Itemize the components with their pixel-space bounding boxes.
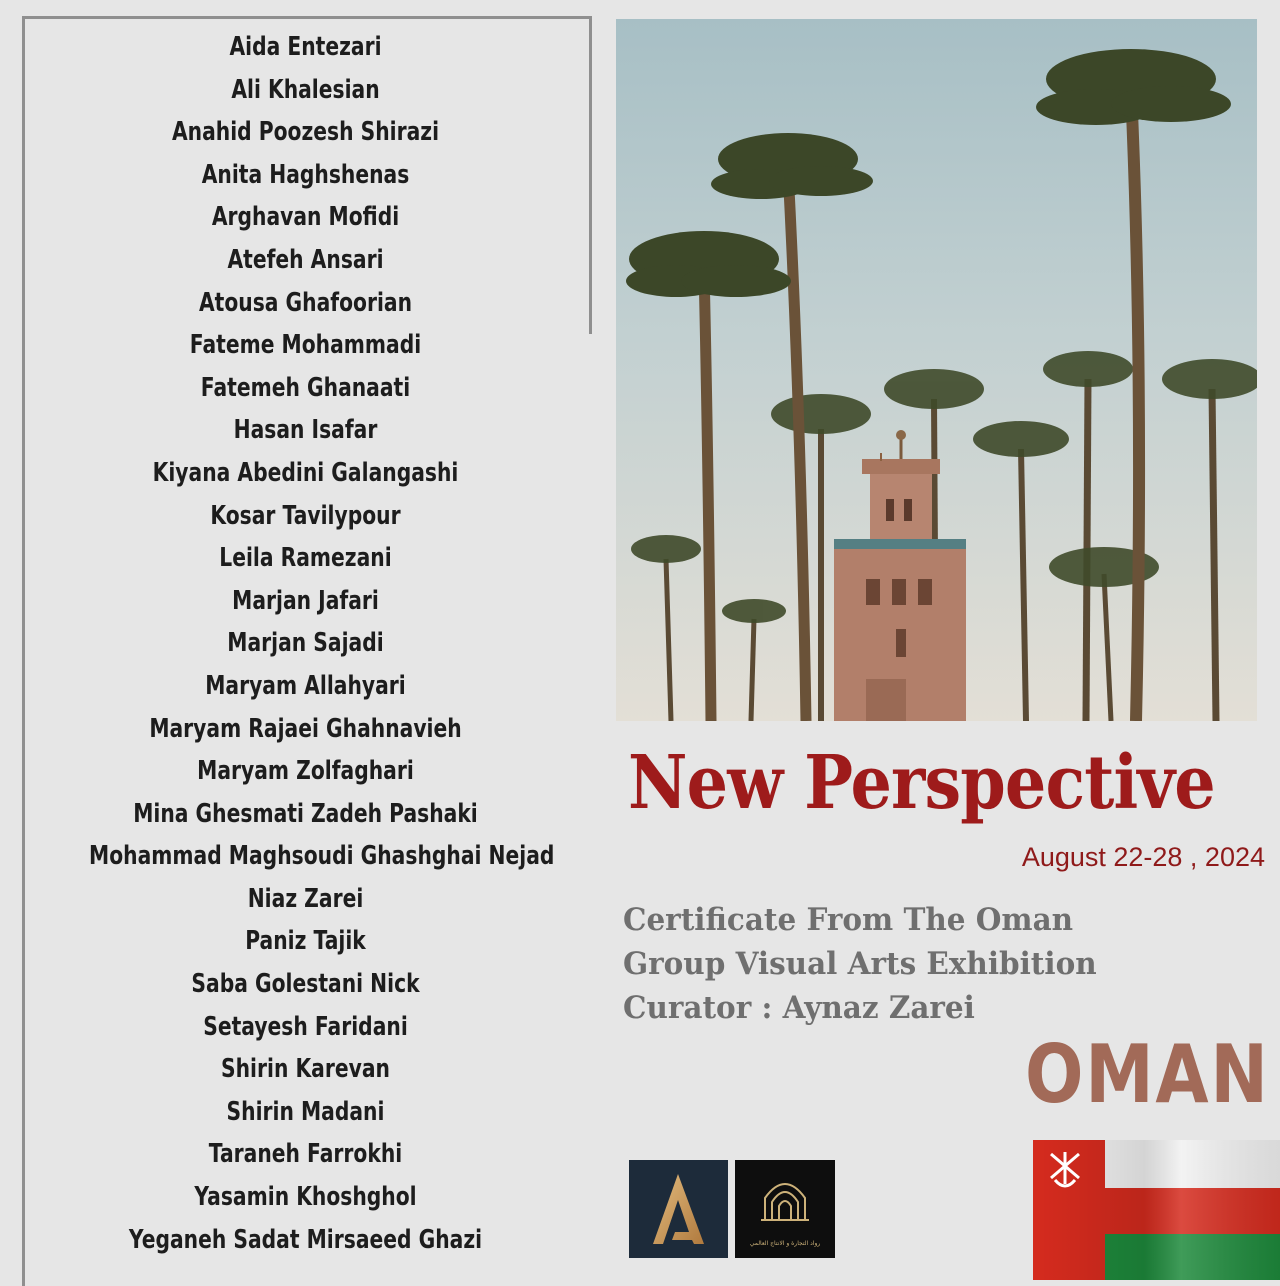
photo-illustration	[616, 19, 1257, 721]
artist-name: Taraneh Farrokhi	[208, 1139, 403, 1170]
artist-list	[28, 26, 583, 1261]
artist-name: Saba Golestani Nick	[191, 969, 420, 1000]
artist-name: Ali Khalesian	[231, 74, 380, 105]
exhibition-date: August 22-28 , 2024	[1021, 842, 1265, 872]
arch-logo-icon	[735, 1160, 835, 1240]
artist-name: Arghavan Mofidi	[211, 202, 400, 233]
certificate-block	[623, 898, 1231, 1030]
artist-name: Mohammad Maghsoudi Ghashghai Nejad	[89, 841, 555, 872]
artist-name: Maryam Zolfaghari	[197, 756, 414, 787]
artist-name: Anahid Poozesh Shirazi	[171, 117, 440, 148]
artist-name: Mina Ghesmati Zadeh Pashaki	[133, 798, 478, 829]
artist-name: Anita Haghshenas	[201, 159, 410, 190]
artist-name: Fatemeh Ghanaati	[200, 372, 411, 403]
artist-name: Atefeh Ansari	[227, 244, 384, 275]
artist-name: Paniz Tajik	[245, 926, 366, 957]
artist-name: Atousa Ghafoorian	[198, 287, 413, 318]
curator-line: Curator : Aynaz Zarei	[623, 990, 975, 1026]
artist-name: Setayesh Faridani	[203, 1011, 408, 1042]
logo-caption: رواد التجارة و الانتاج العالمي	[749, 1240, 821, 1247]
artist-name: Marjan Sajadi	[227, 628, 384, 659]
artist-name: Yasamin Khoshghol	[194, 1182, 417, 1213]
artist-name: Maryam Rajaei Ghahnavieh	[149, 713, 462, 744]
organizer-logo-b	[735, 1160, 835, 1258]
country-name: OMAN	[1025, 1028, 1270, 1121]
certificate-line: Certificate From The Oman	[623, 902, 1074, 938]
artist-name: Shirin Madani	[226, 1096, 385, 1127]
oman-flag-icon	[1033, 1140, 1280, 1280]
minaret-tower	[834, 430, 966, 721]
artist-name: Yeganeh Sadat Mirsaeed Ghazi	[128, 1224, 483, 1255]
letter-a-logo-icon	[629, 1160, 728, 1258]
oman-flag	[1033, 1140, 1280, 1280]
artist-name: Kiyana Abedini Galangashi	[152, 457, 459, 488]
exhibition-title: New Perspective	[628, 740, 1215, 826]
certificate-line: Group Visual Arts Exhibition	[623, 946, 1097, 982]
artist-name: Niaz Zarei	[247, 883, 364, 914]
artist-name: Aida Entezari	[229, 32, 382, 62]
artist-name: Marjan Jafari	[232, 585, 379, 616]
organizer-logo-a	[629, 1160, 728, 1258]
artist-name: Kosar Tavilypour	[210, 500, 401, 531]
artist-name: Leila Ramezani	[219, 543, 392, 574]
artist-list-frame-edge	[589, 16, 592, 334]
palm-tower-photo	[616, 19, 1257, 721]
artist-name: Fateme Mohammadi	[189, 330, 422, 361]
artist-name: Shirin Karevan	[221, 1054, 390, 1085]
artist-name: Maryam Allahyari	[205, 670, 406, 701]
artist-name: Hasan Isafar	[233, 415, 378, 446]
